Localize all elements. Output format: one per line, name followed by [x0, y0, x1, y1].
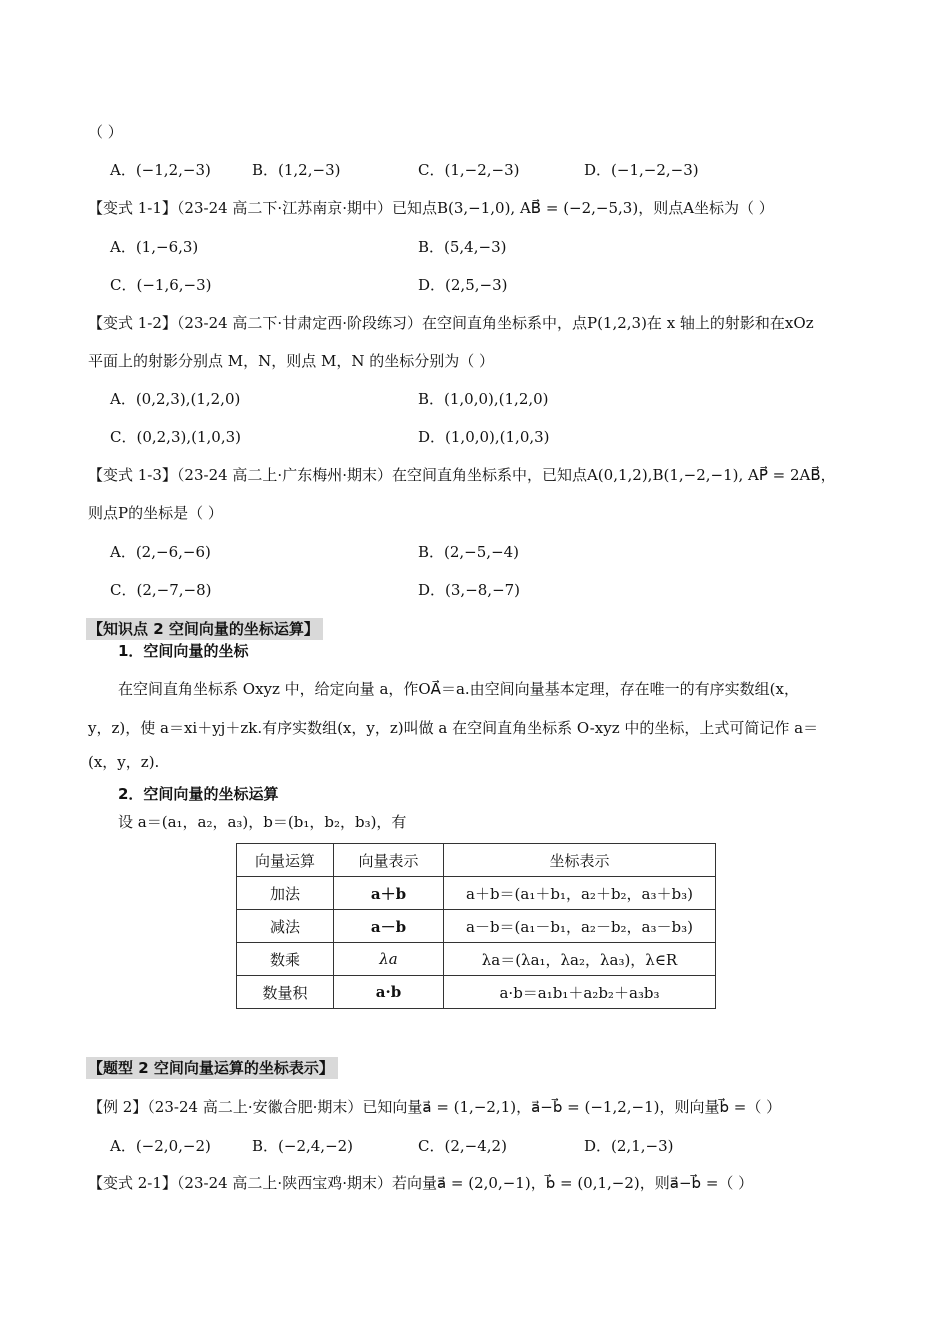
option-c: C．(−1,6,−3) — [110, 276, 212, 294]
question-variant-1-3-line2: 则点P的坐标是（ ） — [88, 504, 223, 522]
option-a: A．(2,−6,−6) — [110, 543, 211, 561]
question-variant-1-2-line1: 【变式 1-2】（23-24 高二下·甘肃定西·阶段练习）在空间直角坐标系中，点P(1,2,3)在 x 轴上的射影和在xOz — [88, 314, 814, 332]
table-cell: 加法 — [237, 877, 334, 910]
paragraph-line-3: (x，y，z). — [88, 753, 160, 771]
table-cell: 数乘 — [237, 943, 334, 976]
option-b: B．(1,0,0),(1,2,0) — [418, 390, 549, 408]
option-d: D．(−1,−2,−3) — [584, 161, 699, 179]
option-b: B．(1,2,−3) — [252, 161, 341, 179]
table-header-row — [237, 844, 716, 877]
let-statement: 设 a＝(a₁，a₂，a₃)，b＝(b₁，b₂，b₃)，有 — [118, 813, 407, 831]
table-row — [237, 976, 716, 1009]
option-a: A．(1,−6,3) — [110, 238, 199, 256]
table-header: 向量运算 — [237, 844, 334, 877]
table-cell: a·b＝a₁b₁＋a₂b₂＋a₃b₃ — [444, 976, 716, 1009]
table-cell: a＋b — [334, 877, 444, 910]
table-cell: λa — [334, 943, 444, 976]
option-d: D．(2,1,−3) — [584, 1137, 674, 1155]
option-d: D．(1,0,0),(1,0,3) — [418, 428, 550, 446]
subheading-vector-coordinates: 1．空间向量的坐标 — [118, 642, 249, 660]
table-row — [237, 943, 716, 976]
section-heading-question-type-2: 【题型 2 空间向量运算的坐标表示】 — [86, 1057, 338, 1079]
option-b: B．(5,4,−3) — [418, 238, 507, 256]
question-variant-2-1: 【变式 2-1】（23-24 高二上·陕西宝鸡·期末）若向量a⃗ = (2,0,−1)，b⃗ = (0,1,−2)，则a⃗−b⃗ =（ ） — [88, 1174, 754, 1192]
operations-table — [236, 843, 716, 1009]
question-variant-1-2-line2: 平面上的射影分别点 M，N，则点 M，N 的坐标分别为（ ） — [88, 352, 495, 370]
table-row — [237, 910, 716, 943]
option-b: B．(−2,4,−2) — [252, 1137, 354, 1155]
option-b: B．(2,−5,−4) — [418, 543, 520, 561]
table-cell: a－b＝(a₁－b₁，a₂－b₂，a₃－b₃) — [444, 910, 716, 943]
option-d: D．(3,−8,−7) — [418, 581, 521, 599]
paragraph-line-2: y，z)，使 a＝xi＋yj＋zk.有序实数组(x，y，z)叫做 a 在空间直角坐标系 O-xyz 中的坐标，上式可简记作 a＝ — [88, 719, 819, 737]
table-cell: 数量积 — [237, 976, 334, 1009]
question-variant-1-1: 【变式 1-1】（23-24 高二下·江苏南京·期中）已知点B(3,−1,0), AB⃗ = (−2,−5,3)，则点A坐标为（ ） — [88, 199, 774, 217]
table-cell: a＋b＝(a₁＋b₁，a₂＋b₂，a₃＋b₃) — [444, 877, 716, 910]
table-header: 向量表示 — [334, 844, 444, 877]
option-c: C．(1,−2,−3) — [418, 161, 520, 179]
option-d: D．(2,5,−3) — [418, 276, 508, 294]
table-header: 坐标表示 — [444, 844, 716, 877]
table-row — [237, 877, 716, 910]
table-cell: a－b — [334, 910, 444, 943]
table-cell: 减法 — [237, 910, 334, 943]
section-heading-knowledge-2: 【知识点 2 空间向量的坐标运算】 — [86, 618, 323, 640]
option-c: C．(0,2,3),(1,0,3) — [110, 428, 241, 446]
option-a: A．(−1,2,−3) — [110, 161, 211, 179]
table-cell: a·b — [334, 976, 444, 1009]
paragraph-line-1: 在空间直角坐标系 Oxyz 中，给定向量 a，作OA⃗＝a.由空间向量基本定理，存在唯一的有序实数组(x， — [118, 680, 799, 698]
example-2: 【例 2】（23-24 高二上·安徽合肥·期末）已知向量a⃗ = (1,−2,1)，a⃗−b⃗ = (−1,2,−1)，则向量b⃗ =（ ） — [88, 1098, 782, 1116]
subheading-coordinate-operations: 2．空间向量的坐标运算 — [118, 785, 279, 803]
option-c: C．(2,−7,−8) — [110, 581, 212, 599]
option-a: A．(−2,0,−2) — [110, 1137, 211, 1155]
table-cell: λa＝(λa₁，λa₂，λa₃)，λ∈R — [444, 943, 716, 976]
answer-bracket: （ ） — [88, 123, 123, 141]
option-a: A．(0,2,3),(1,2,0) — [110, 390, 241, 408]
option-c: C．(2,−4,2) — [418, 1137, 507, 1155]
question-variant-1-3-line1: 【变式 1-3】（23-24 高二上·广东梅州·期末）在空间直角坐标系中，已知点A(0,1,2),B(1,−2,−1), AP⃗ = 2AB⃗， — [88, 466, 836, 484]
